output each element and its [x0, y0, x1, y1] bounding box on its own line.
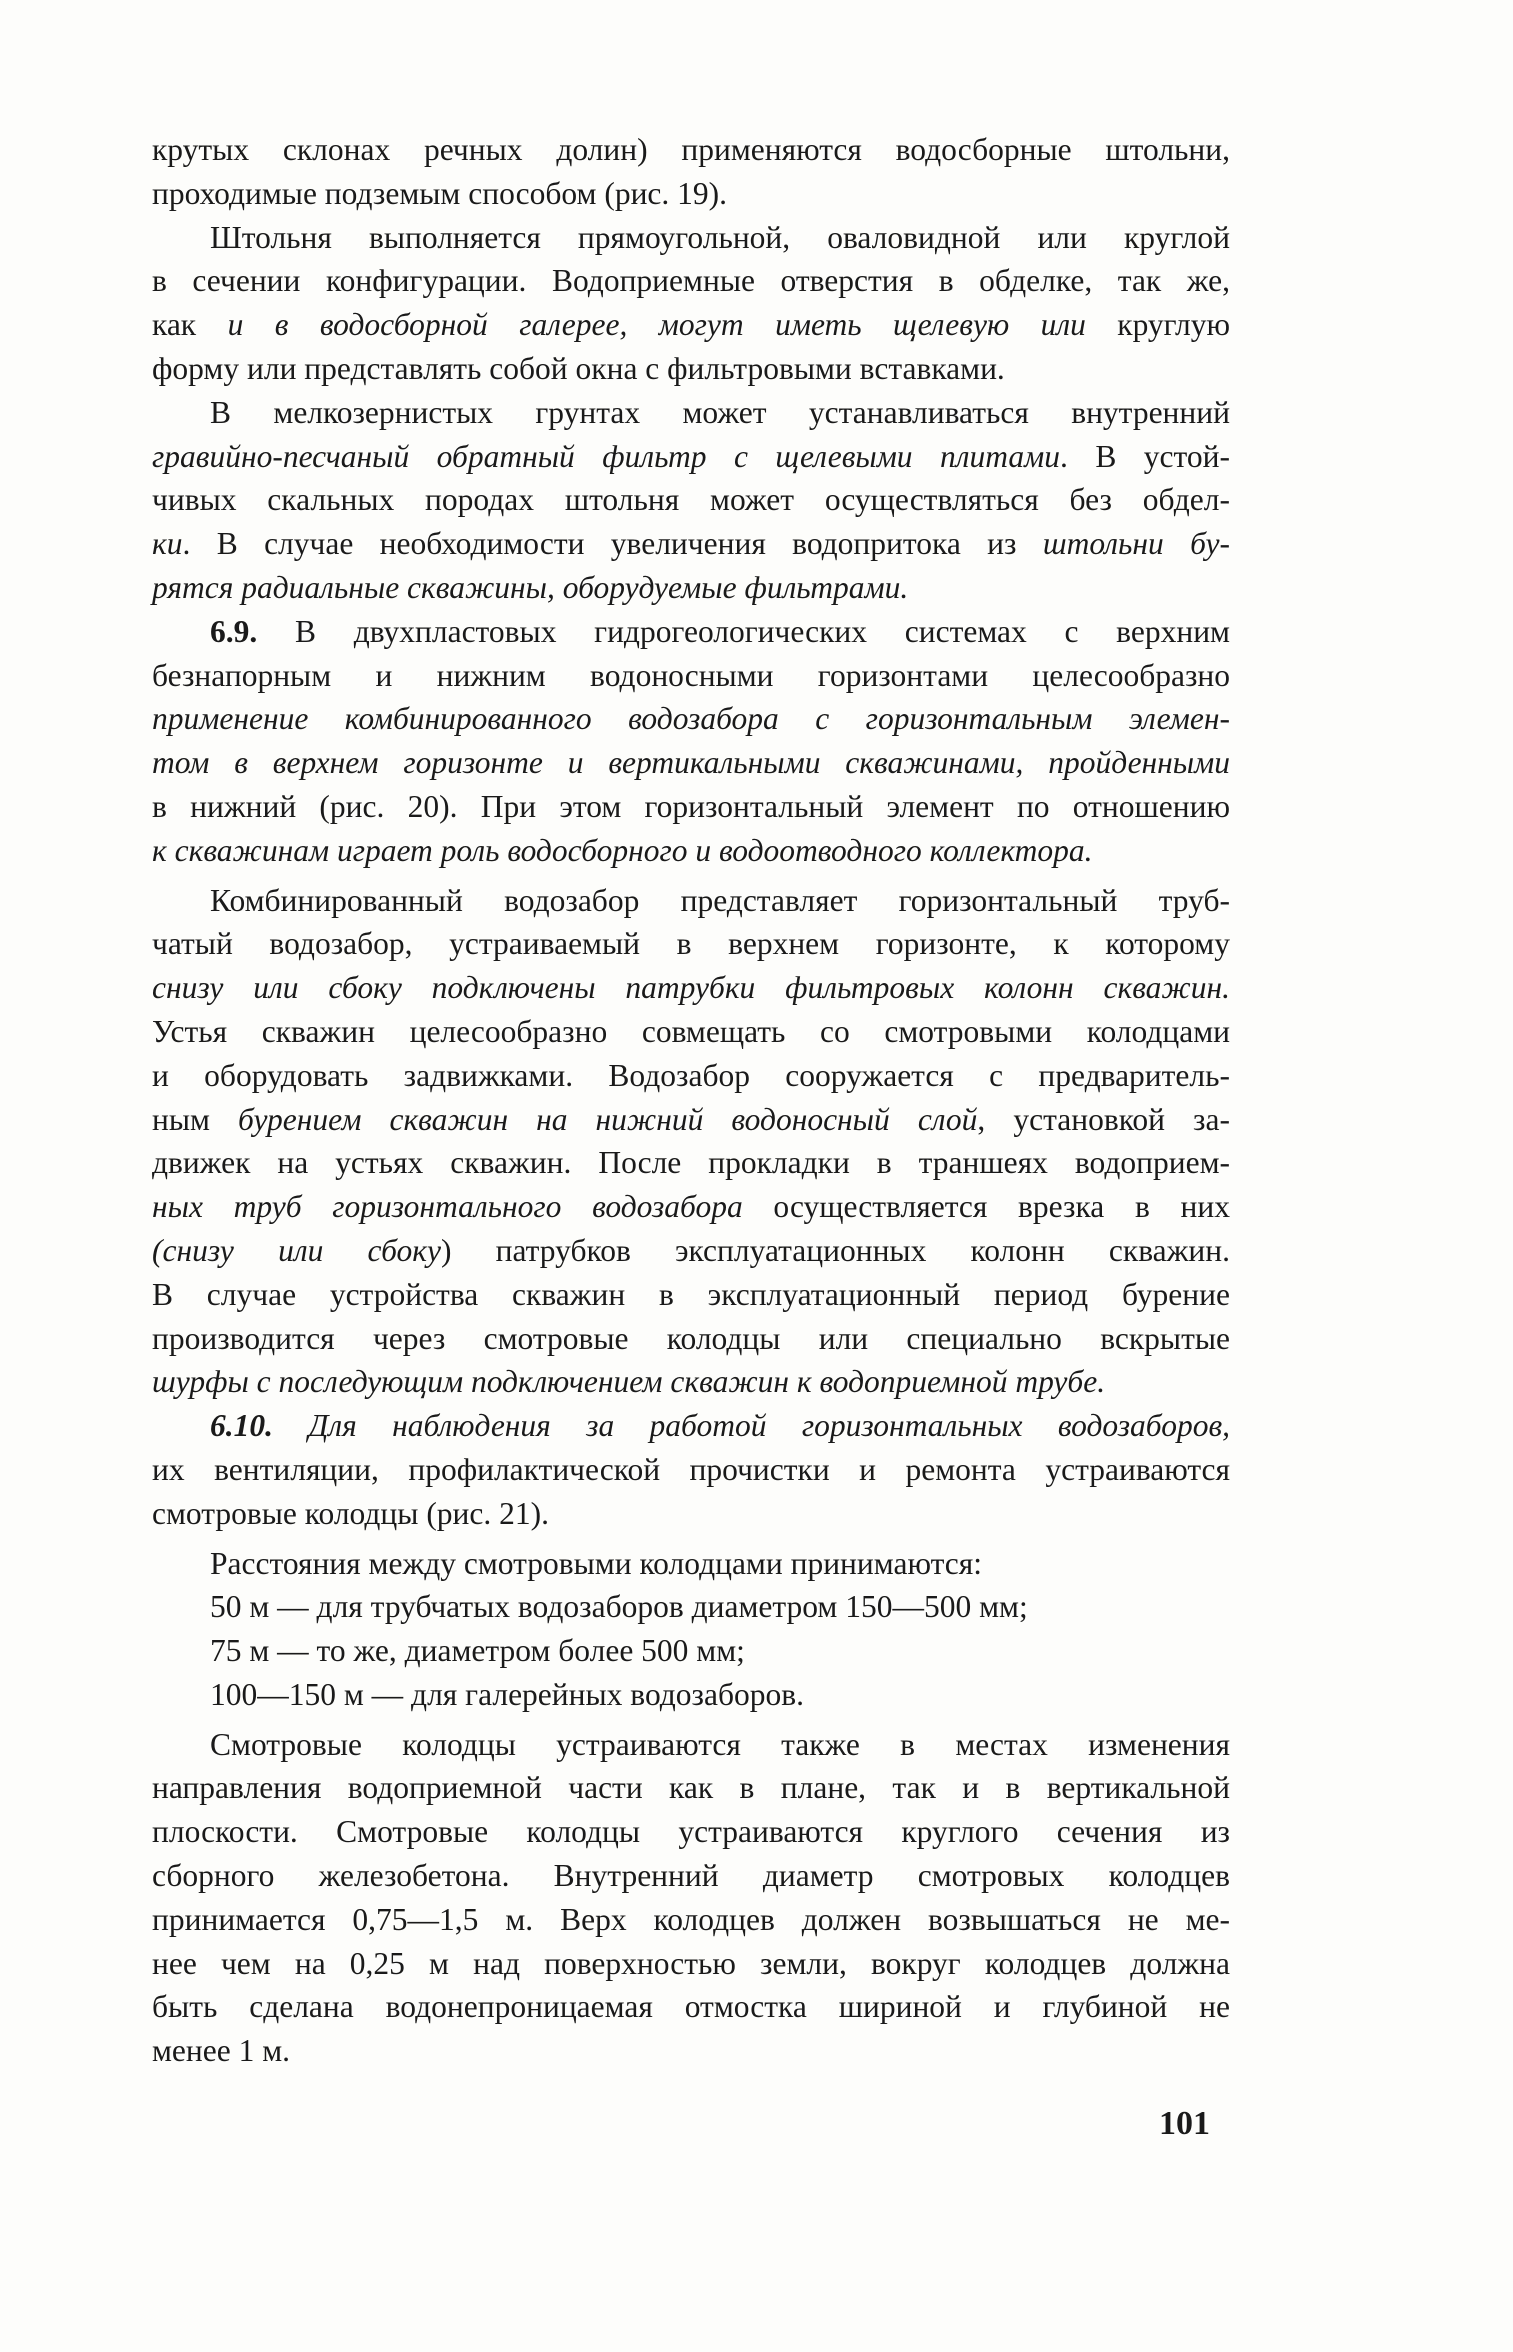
text-line	[152, 1273, 1230, 1317]
text-run: 50 м — для трубчатых водозаборов диаметром 150—500 мм;	[210, 1589, 1028, 1625]
paragraph	[152, 1542, 1230, 1586]
body-text	[152, 128, 1230, 2073]
text-run: Смотровые колодцы устраиваются также в местах изменения	[210, 1726, 1230, 1762]
text-run: ки	[152, 526, 183, 562]
text-run: Устья скважин целесообразно совмещать со смотровыми колодцами	[152, 1013, 1230, 1049]
text-line	[152, 1098, 1230, 1142]
paragraph	[152, 128, 1230, 216]
paragraph	[152, 1585, 1230, 1629]
text-line	[152, 1010, 1230, 1054]
text-run: и оборудовать задвижками. Водозабор сооружается с предваритель-	[152, 1057, 1230, 1093]
paragraph	[152, 1629, 1230, 1673]
text-line	[152, 1985, 1230, 2029]
text-run: чатый водозабор, устраиваемый в верхнем горизонте, к которому	[152, 926, 1230, 962]
text-line	[152, 128, 1230, 172]
text-line	[152, 879, 1230, 923]
text-line	[152, 697, 1230, 741]
text-run: Комбинированный водозабор представляет горизонтальный труб-	[210, 882, 1230, 918]
page-number: 101	[1159, 2105, 1210, 2142]
text-line	[152, 654, 1230, 698]
text-line	[152, 303, 1230, 347]
text-line	[152, 566, 1230, 610]
text-line	[152, 1854, 1230, 1898]
text-run: форму или представлять собой окна с фильтровыми вставками.	[152, 350, 1005, 386]
text-run: в сечении конфигурации. Водоприемные отверстия в обделке, так же,	[152, 263, 1230, 299]
text-line	[152, 1492, 1230, 1536]
text-run: шурфы с последующим подключением скважин к водоприемной трубе.	[152, 1364, 1106, 1400]
text-line	[152, 1542, 1230, 1586]
text-run: применение комбинированного водозабора с горизонтальным элемен-	[152, 701, 1230, 737]
text-run: направления водоприемной части как в плане, так и в вертикальной	[152, 1770, 1230, 1806]
text-run: снизу или сбоку подключены патрубки фильтровых колонн скважин.	[152, 970, 1230, 1006]
text-run: крутых склонах речных долин) применяются водосборные штольни,	[152, 132, 1230, 167]
text-run: Штольня выполняется прямоугольной, оваловидной или круглой	[210, 219, 1230, 255]
text-line	[152, 741, 1230, 785]
text-run: осуществляется врезка в них	[773, 1189, 1231, 1225]
text-line	[152, 610, 1230, 654]
text-run: движек на устьях скважин. После прокладки в траншеях водоприем-	[152, 1145, 1230, 1181]
text-run: В случае устройства скважин в эксплуатационный период бурение	[152, 1276, 1230, 1312]
text-line	[152, 1054, 1230, 1098]
text-line	[152, 1673, 1230, 1717]
text-run: 75 м — то же, диаметром более 500 мм;	[210, 1633, 745, 1669]
paragraph	[152, 391, 1230, 610]
text-run: . В устой-	[1059, 438, 1230, 474]
text-run: как	[152, 307, 228, 343]
text-line	[152, 1360, 1230, 1404]
text-run: нее чем на 0,25 м над поверхностью земли, вокруг колодцев должна	[152, 1945, 1230, 1981]
text-line	[152, 966, 1230, 1010]
text-run: проходимые подземым способом (рис. 19).	[152, 175, 728, 211]
paragraph	[152, 216, 1230, 391]
text-run: 6.10.	[210, 1408, 273, 1444]
text-run: в нижний (рис. 20). При этом горизонтальный элемент по отношению	[152, 788, 1230, 824]
text-run: их вентиляции, профилактической прочистки и ремонта устраиваются	[152, 1451, 1230, 1487]
text-line	[152, 1942, 1230, 1986]
text-line	[152, 1810, 1230, 1854]
text-run: принимается 0,75—1,5 м. Верх колодцев должен возвышаться не ме-	[152, 1901, 1230, 1937]
text-run: безнапорным и нижним водоносными горизонтами целесообразно	[152, 657, 1230, 693]
paragraph	[152, 1673, 1230, 1717]
text-line	[152, 391, 1230, 435]
text-run: , установкой за-	[977, 1101, 1230, 1137]
text-run: том в верхнем горизонте и вертикальными скважинами, пройденными	[152, 745, 1230, 781]
text-run: штольни бу-	[1042, 526, 1230, 562]
paragraph	[152, 610, 1230, 873]
text-run: 6.9.	[210, 613, 258, 649]
text-line	[152, 1723, 1230, 1767]
text-line	[152, 1141, 1230, 1185]
text-line	[152, 1448, 1230, 1492]
text-run: плоскости. Смотровые колодцы устраиваются круглого сечения из	[152, 1814, 1230, 1850]
text-line	[152, 2029, 1230, 2073]
text-run: сборного железобетона. Внутренний диаметр смотровых колодцев	[152, 1858, 1230, 1894]
text-line	[152, 172, 1230, 216]
text-line	[152, 1898, 1230, 1942]
text-run: гравийно-песчаный обратный фильтр с щелевыми плитами	[152, 438, 1060, 474]
text-line	[152, 1404, 1230, 1448]
text-line	[152, 259, 1230, 303]
text-run: В мелкозернистых грунтах может устанавливаться внутренний	[210, 394, 1230, 430]
paragraph	[152, 1723, 1230, 2073]
text-run: производится через смотровые колодцы или специально вскрытые	[152, 1320, 1230, 1356]
text-run: В двухпластовых гидрогеологических системах с верхним	[257, 613, 1230, 649]
text-line	[152, 1317, 1230, 1361]
text-run: и в водосборной галерее, могут иметь щелевую или	[227, 307, 1086, 343]
text-run: чивых скальных породах штольня может осуществляться без обдел-	[152, 482, 1230, 518]
text-line	[152, 216, 1230, 260]
text-line	[152, 1185, 1230, 1229]
text-line	[152, 922, 1230, 966]
text-line	[152, 785, 1230, 829]
text-run: (снизу или сбоку	[152, 1232, 441, 1268]
text-line	[152, 522, 1230, 566]
text-run: Расстояния между смотровыми колодцами принимаются:	[210, 1545, 982, 1581]
text-line	[152, 1766, 1230, 1810]
text-line	[152, 1229, 1230, 1273]
text-run: смотровые колодцы (рис. 21).	[152, 1495, 550, 1531]
text-run: бурением скважин на нижний водоносный слой	[238, 1101, 978, 1137]
text-run: ным	[152, 1101, 239, 1137]
text-run: менее 1 м.	[152, 2033, 291, 2069]
text-run: Для наблюдения за работой горизонтальных водозаборов,	[273, 1408, 1230, 1444]
text-line	[152, 1585, 1230, 1629]
text-run: 100—150 м — для галерейных водозаборов.	[210, 1676, 805, 1712]
text-run: круглую	[1085, 307, 1230, 343]
text-run: рятся радиальные скважины, оборудуемые фильтрами.	[152, 569, 909, 605]
text-line	[152, 478, 1230, 522]
text-run: . В случае необходимости увеличения водопритока из	[182, 526, 1043, 562]
text-run: ных труб горизонтального водозабора	[152, 1189, 774, 1225]
text-line	[152, 435, 1230, 479]
text-line	[152, 1629, 1230, 1673]
text-line	[152, 347, 1230, 391]
text-run: ) патрубков эксплуатационных колонн скважин.	[440, 1232, 1230, 1268]
text-line	[152, 829, 1230, 873]
text-run: к скважинам играет роль водосборного и водоотводного коллектора.	[152, 832, 1093, 868]
paragraph	[152, 879, 1230, 1405]
paragraph	[152, 1404, 1230, 1535]
text-run: быть сделана водонепроницаемая отмостка шириной и глубиной не	[152, 1989, 1230, 2025]
